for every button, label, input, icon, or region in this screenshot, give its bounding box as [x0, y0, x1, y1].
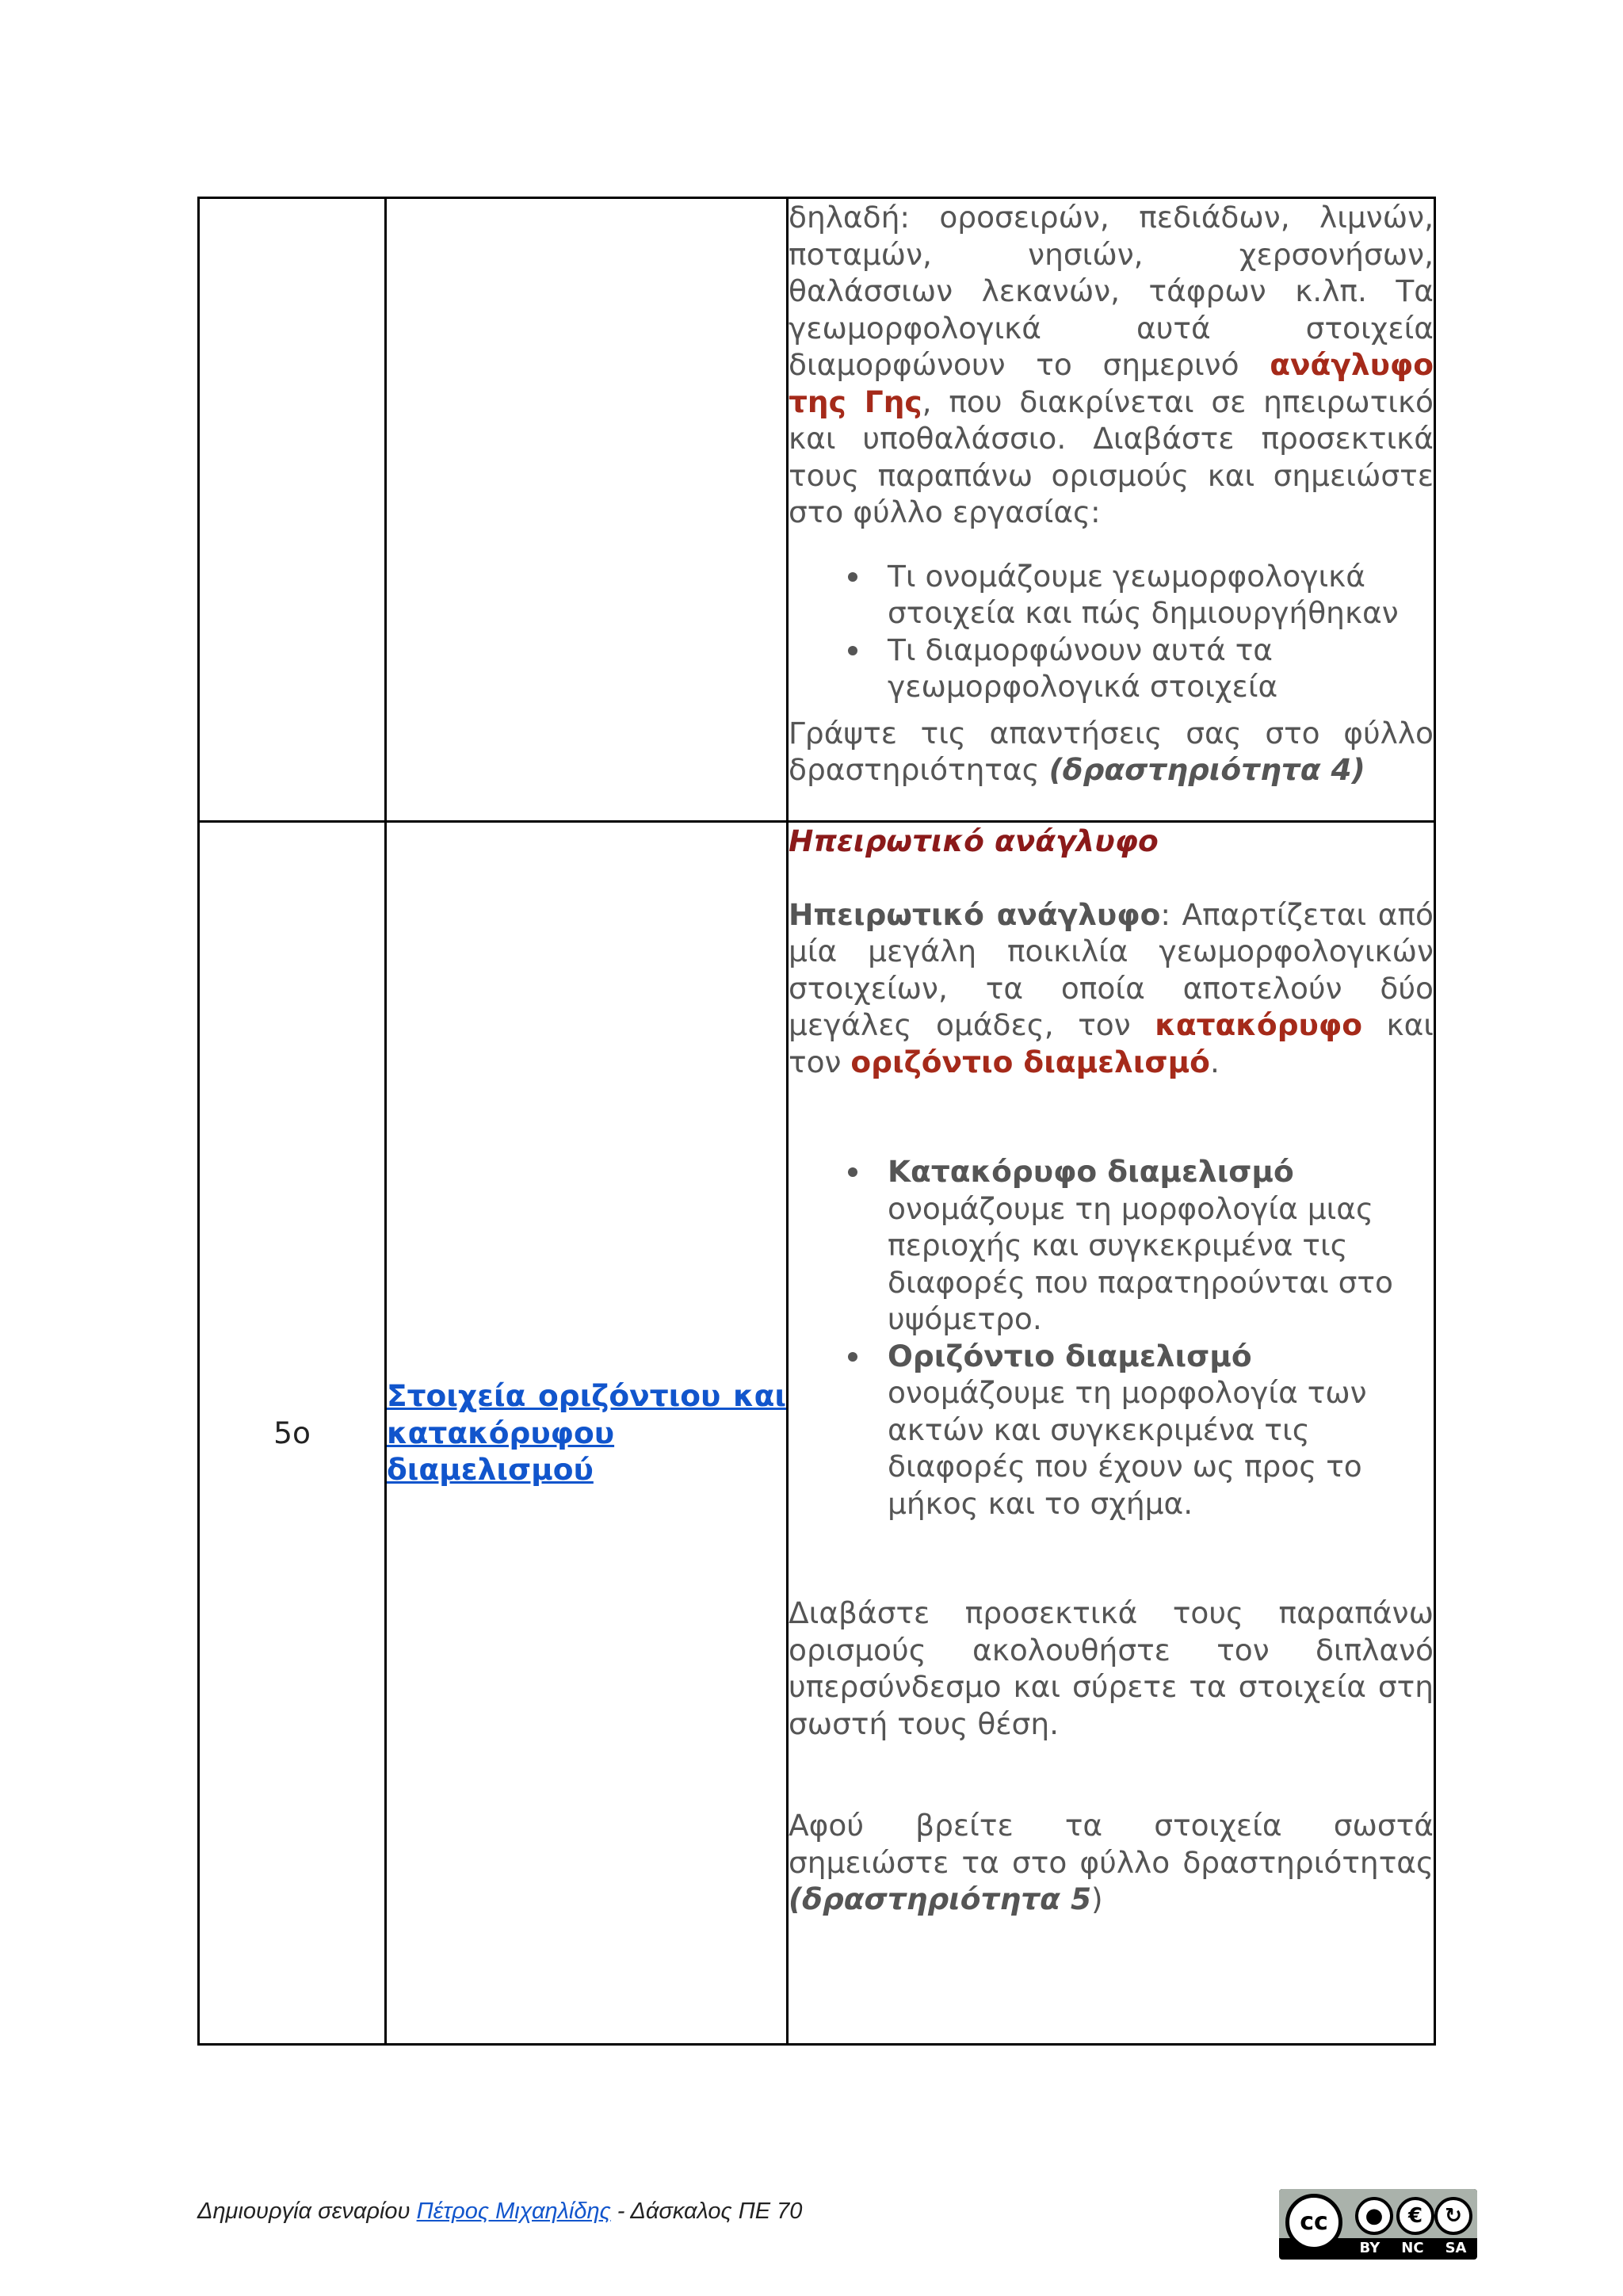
answers-paragraph: Γράψτε τις απαντήσεις σας στο φύλλο δραστηριότητας (δραστηριότητα 4) — [789, 715, 1434, 787]
by-icon: ● — [1355, 2197, 1393, 2235]
list-item: Τι ονομάζουμε γεωμορφολογικά στοιχεία και πώς δημιουργήθηκαν — [888, 558, 1434, 632]
relief-highlight: ανάγλυφο της Γης — [789, 347, 1434, 419]
nc-icon: € — [1396, 2197, 1434, 2235]
intro-paragraph: δηλαδή: οροσειρών, πεδιάδων, λιμνών, ποταμών, νησιών, χερσονήσων, θαλάσσιων λεκανών, τάφρων κ.λπ. Τα γεωμορφολογικά αυτά στοιχεία διαμορφώνουν το σημερινό ανάγλυφο της Γης, που διακρίνεται σε ηπειρωτικό και υποθαλάσσιο. Διαβάστε προσεκτικά τους παραπάνω ορισμούς και σημειώστε στο φύλλο εργασίας: — [789, 200, 1434, 529]
license-labels: BY NC SA — [1359, 2240, 1467, 2256]
link-cell — [386, 198, 788, 822]
table-row — [199, 198, 1435, 822]
definition-paragraph: Ηπειρωτικό ανάγλυφο: Απαρτίζεται από μία μεγάλη ποικιλία γεωμορφολογικών στοιχείων, τα οποία αποτελούν δύο μεγάλες ομάδες, τον κατακόρυφο και τον οριζόντιο διαμελισμό. — [789, 896, 1434, 1079]
closing-paragraph: Αφού βρείτε τα στοιχεία σωστά σημειώστε τα στο φύλλο δραστηριότητας (δραστηριότητα 5) — [789, 1808, 1434, 1916]
list-item: Οριζόντιο διαμελισμό ονομάζουμε τη μορφολογία των ακτών και συγκεκριμένα τις διαφορές που έχουν ως προς το μήκος και το σχήμα. — [888, 1338, 1434, 1522]
question-list — [789, 558, 1434, 705]
step-number: 5ο — [199, 822, 386, 2045]
activity-link[interactable]: Στοιχεία οριζόντιου και κατακόρυφου διαμελισμού — [387, 1378, 786, 1488]
list-item: Κατακόρυφο διαμελισμό ονομάζουμε τη μορφολογία μιας περιοχής και συγκεκριμένα τις διαφορές που παρατηρούνται στο υψόμετρο. — [888, 1153, 1434, 1338]
lesson-table — [197, 197, 1436, 2046]
author-link[interactable]: Πέτρος Μιχαηλίδης — [416, 2199, 611, 2224]
section-heading: Ηπειρωτικό ανάγλυφο — [789, 823, 1159, 858]
number-cell — [199, 198, 386, 822]
content-cell — [788, 198, 1435, 822]
cc-icon: cc — [1285, 2194, 1342, 2251]
sa-icon: ↻ — [1434, 2197, 1472, 2235]
content-cell — [788, 822, 1435, 2045]
table-row — [199, 822, 1435, 2045]
list-item: Τι διαμορφώνουν αυτά τα γεωμορφολογικά στοιχεία — [888, 632, 1434, 705]
activity-ref: (δραστηριότητα 4) — [1048, 752, 1365, 787]
instructions-paragraph: Διαβάστε προσεκτικά τους παραπάνω ορισμούς ακολουθήστε τον διπλανό υπερσύνδεσμο και σύρετε τα στοιχεία στη σωστή τους θέση. — [789, 1595, 1434, 1741]
footer: Δημιουργία σεναρίου Πέτρος Μιχαηλίδης - Δάσκαλος ΠΕ 70 — [197, 2199, 803, 2224]
definition-list — [789, 1153, 1434, 1522]
link-cell — [386, 822, 788, 2045]
activity-ref: (δραστηριότητα 5 — [789, 1881, 1092, 1916]
cc-license-badge[interactable] — [1279, 2189, 1477, 2260]
